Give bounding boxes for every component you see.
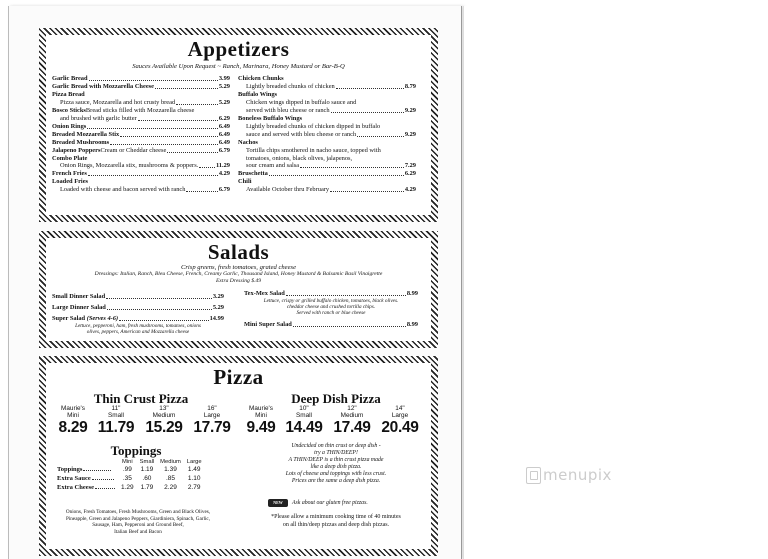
item-name: Boneless Buffalo Wings (238, 114, 303, 122)
thin-deep-note (246, 443, 426, 485)
item-price: 6.79 (218, 146, 230, 154)
menu-item (238, 91, 416, 99)
size-label: 12" (347, 405, 357, 412)
item-description: Pizza sauce, Mozzarella and hot crusty bread (60, 98, 176, 106)
menu-item (52, 123, 230, 131)
item-description: Cream or Cheddar cheese (100, 146, 167, 154)
menu-item (52, 155, 230, 163)
deep-dish-title: Deep Dish Pizza (291, 391, 381, 406)
menu-item (52, 99, 230, 107)
size-price: 9.49 (246, 419, 276, 436)
pizza-size (376, 405, 424, 436)
size-label: 16" (207, 405, 217, 412)
salads-title: Salads (207, 240, 270, 264)
item-price: 6.29 (404, 170, 416, 178)
item-description: olives, peppers, American and Mozzarella cheese (86, 328, 190, 335)
item-name: Breaded Mozzarella Stix (52, 130, 120, 138)
new-badge-icon: NEW (268, 499, 288, 507)
toppings-header: Mini (122, 459, 133, 465)
salads-section (39, 231, 438, 348)
toppings-table (54, 459, 205, 492)
item-price: 6.49 (218, 130, 230, 138)
toppings-header: Medium (160, 459, 181, 465)
item-description: served with bleu cheese or ranch (246, 106, 330, 114)
menu-item: Super Salad (Serves 4-6) 14.99 (52, 314, 224, 322)
pizza-section (39, 356, 438, 556)
toppings-header: Large (186, 459, 202, 465)
toppings-price: 1.10 (187, 475, 201, 482)
item-price: 5.29 (218, 82, 230, 90)
toppings-price: 1.79 (140, 484, 154, 491)
item-description: Served with ranch or blue cheese (296, 309, 366, 316)
menu-item (52, 147, 230, 155)
item-description: Loaded with cheese and bacon served with ranch (60, 186, 186, 194)
note-line: like a deep dish pizza. (310, 464, 362, 470)
toppings-header: Small (139, 459, 155, 465)
menu-item (238, 99, 416, 107)
item-price: 9.29 (404, 130, 416, 138)
menu-item (52, 107, 230, 115)
toppings-price: .60 (142, 475, 152, 482)
size-label: Large (391, 412, 409, 419)
item-name: Loaded Fries (52, 178, 89, 186)
size-label: 11" (111, 405, 121, 412)
salads-right-column (244, 290, 418, 329)
salads-left-column (52, 293, 224, 335)
note-line: Undecided on thin crust or deep dish - (291, 443, 381, 449)
menupix-watermark: menupix (526, 466, 612, 484)
toppings-price: 1.39 (164, 466, 177, 473)
deep-dish-sizes (242, 405, 424, 436)
salads-subtitle: Crisp greens, fresh tomatoes, grated cheese (180, 264, 297, 271)
size-price: 17.79 (193, 419, 231, 436)
menu-page (8, 6, 462, 559)
item-name: Breaded Mushrooms (52, 138, 110, 146)
item-price: 11.29 (215, 162, 230, 170)
menu-item (238, 83, 416, 91)
menu-item (238, 131, 416, 139)
item-name: Chili (238, 178, 252, 186)
menu-item (238, 170, 416, 178)
item-price: 5.29 (218, 98, 230, 106)
item-description: Lettuce, crispy or grilled buffalo chicken, tomatoes, black olives. (263, 297, 399, 304)
item-description: Onion Rings, Mozzarella stix, mushrooms & poppers. (60, 162, 199, 170)
item-name: Nachos (238, 138, 258, 146)
appetizers-subtitle: Sauces Available Upon Request ~ Ranch, Marinara, Honey Mustard or Bar-B-Q (132, 63, 345, 70)
note-line: A THIN/DEEP is a thin crust pizza made (288, 457, 384, 463)
menu-item (238, 75, 416, 83)
thin-crust-sizes (54, 405, 236, 436)
toppings-price: 1.19 (140, 466, 154, 473)
item-name: Pizza Bread (52, 90, 85, 98)
size-price: 15.29 (145, 419, 183, 436)
menu-item (238, 162, 416, 170)
cooking-time-note: *Please allow a minimum cooking time of 40 minutes on all thin/deep pizzas and deep dish pizzas. (271, 514, 401, 528)
menu-item (52, 139, 230, 147)
toppings-title: Toppings (110, 443, 162, 458)
item-name: Bruschetta (238, 170, 268, 178)
note-line: Lots of cheese and toppings with less crust. (285, 471, 387, 477)
salads-dressings: Dressings: Italian, Ranch, Bleu Cheese, French, Creamy Garlic, Thousand Island, Honey Mustard & Balsamic Basil Vinaigrette (94, 271, 383, 277)
toppings-row (54, 465, 205, 474)
appetizers-left-column (52, 75, 230, 194)
toppings-price: 1.49 (187, 466, 201, 473)
item-name: Jalapeno Poppers (52, 146, 101, 154)
menu-item (52, 186, 230, 194)
menu-item (52, 131, 230, 139)
toppings-price: 2.29 (164, 484, 177, 491)
size-label: Mini (255, 412, 267, 419)
item-name: Garlic Bread with Mozzarella Cheese (52, 82, 154, 90)
pizza-title: Pizza (213, 365, 264, 389)
item-price: 9.29 (404, 106, 416, 114)
item-description: Lightly breaded chunks of chicken (246, 82, 335, 90)
menupix-logo-icon (526, 467, 541, 484)
pizza-size (140, 405, 188, 436)
appetizers-title: Appetizers (187, 37, 290, 61)
size-label: Medium (340, 412, 364, 419)
toppings-list (50, 509, 226, 535)
blank-page (463, 6, 768, 559)
pizza-size (54, 405, 92, 436)
item-description: Tortilla chips smothered in nacho sauce, topped with (246, 146, 381, 154)
toppings-list-line: Sausage, Ham, Pepperoni and Ground Beef, (92, 522, 184, 528)
item-price: 3.99 (218, 75, 230, 82)
item-price: 4.29 (218, 170, 230, 178)
size-label: 10" (299, 405, 309, 412)
size-price: 20.49 (381, 419, 419, 436)
item-price: 6.49 (218, 122, 230, 130)
item-name: Garlic Bread (52, 75, 88, 82)
size-price: 8.29 (58, 419, 88, 436)
item-name: Combo Plate (52, 154, 88, 162)
item-price: 4.29 (404, 186, 416, 194)
pizza-size (92, 405, 140, 436)
item-description: tomatoes, onions, black olives, jalapenos, (246, 154, 353, 162)
menu-item (52, 115, 230, 123)
size-label: 13" (159, 405, 169, 412)
item-name: Bosco Sticks (52, 106, 86, 114)
toppings-price: .35 (122, 475, 132, 482)
menu-item: Mini Super Salad 8.99 (244, 320, 418, 328)
item-price: 6.29 (218, 114, 230, 122)
toppings-price: .85 (165, 475, 175, 482)
menu-item: Tex-Mex Salad 8.99 (244, 290, 418, 297)
toppings-list-line: Italian Beef and Bacon (114, 528, 162, 535)
toppings-price: 1.29 (121, 484, 134, 491)
gluten-free-note: NEW Ask about our gluten free pizzas. (268, 499, 368, 507)
pizza-size (328, 405, 376, 436)
item-description: and brushed with garlic butter (60, 114, 137, 122)
menu-item: Large Dinner Salad 5.29 (52, 303, 224, 311)
toppings-price: 2.79 (187, 484, 201, 491)
menu-item (238, 115, 416, 123)
menu-item (52, 83, 230, 91)
size-label: Large (203, 412, 221, 419)
item-price: 7.29 (404, 162, 416, 170)
item-description: cheddar cheese and crushed tortilla chips. (286, 303, 376, 310)
note-line: Prices are the same a deep dish pizza. (291, 478, 381, 484)
size-label: Mini (67, 412, 79, 419)
item-name: Chicken Chunks (238, 75, 284, 82)
toppings-price: .99 (122, 466, 132, 473)
size-label: Small (108, 412, 124, 419)
item-description: Bread sticks filled with Mozzarella cheese (85, 106, 195, 114)
menu-item (238, 107, 416, 115)
item-description: Lightly breaded chunks of chicken dipped in buffalo (246, 122, 381, 130)
item-description: Available October thru February (246, 186, 330, 194)
item-name: Onion Rings (52, 122, 87, 130)
pizza-size (188, 405, 236, 436)
item-description: Lettuce, pepperoni, ham, fresh mushrooms, tomatoes, onions (75, 322, 201, 329)
toppings-list-line: Pineapple, Green and Jalapeno Peppers, Giardiniera, Spinach, Garlic, (65, 515, 211, 522)
toppings-list-line: Onions, Fresh Tomatoes, Fresh Mushrooms, Green and Black Olives, (65, 509, 211, 515)
size-price: 11.79 (97, 419, 135, 436)
menu-item (52, 75, 230, 83)
pizza-size (242, 405, 280, 436)
menu-item: Small Dinner Salad 3.29 (52, 293, 224, 300)
size-label: Medium (152, 412, 176, 419)
size-label: Small (296, 412, 312, 419)
size-label: 14" (395, 405, 405, 412)
note-line: try a THIN/DEEP! (314, 450, 358, 456)
salads-extra-dressing: Extra Dressing $.49 (215, 278, 261, 284)
item-price: 8.79 (404, 82, 416, 90)
thin-crust-title: Thin Crust Pizza (93, 391, 189, 406)
item-description: sauce and served with bleu cheese or ranch (246, 130, 357, 138)
item-description: Chicken wings dipped in buffalo sauce and (246, 98, 357, 106)
toppings-row (54, 483, 205, 492)
toppings-row-label: Extra Cheese (54, 483, 118, 492)
size-price: 14.49 (285, 419, 323, 436)
appetizers-section (39, 28, 438, 222)
menu-item (52, 91, 230, 99)
menu-item (238, 178, 416, 186)
size-price: 17.49 (333, 419, 371, 436)
toppings-row-label: Extra Sauce (54, 474, 118, 483)
appetizers-right-column (238, 75, 416, 194)
item-price: 6.79 (218, 186, 230, 194)
menu-item (52, 170, 230, 178)
item-name: French Fries (52, 170, 87, 178)
menu-item (238, 123, 416, 131)
size-label: Maurie's (61, 405, 85, 412)
menu-item (238, 147, 416, 155)
item-price: 6.49 (218, 138, 230, 146)
item-name: Buffalo Wings (238, 90, 278, 98)
menu-item (52, 162, 230, 170)
pizza-size (280, 405, 328, 436)
toppings-row-label: Toppings (54, 465, 118, 474)
menu-item (238, 186, 416, 194)
menu-item (238, 155, 416, 163)
menu-item (52, 178, 230, 186)
toppings-row (54, 474, 205, 483)
size-label: Maurie's (249, 405, 273, 412)
menu-item (238, 139, 416, 147)
item-description: sour cream and salsa (246, 162, 300, 170)
